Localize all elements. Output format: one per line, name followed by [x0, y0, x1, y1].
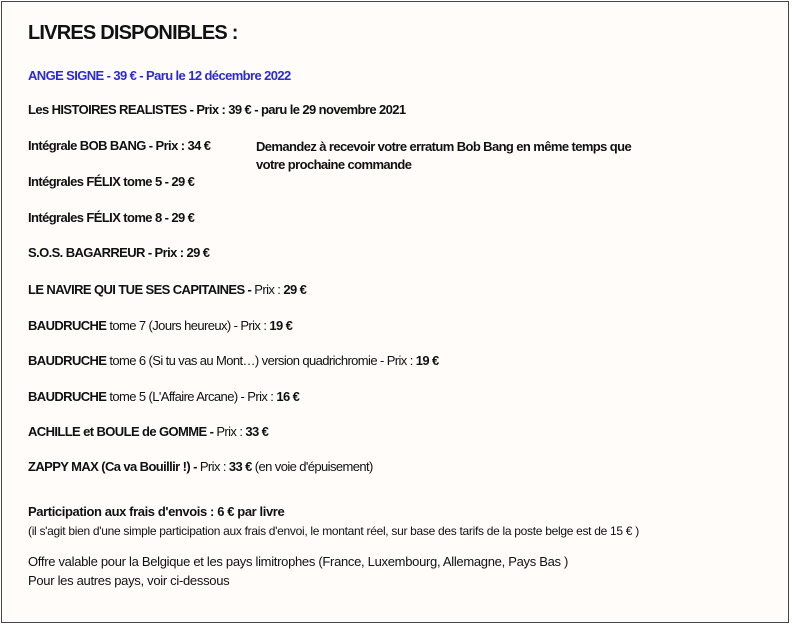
- book-title: LE NAVIRE QUI TUE SES CAPITAINES -: [28, 282, 255, 297]
- book-details: tome 5 (L'Affaire Arcane) - Prix :: [106, 389, 277, 404]
- book-price-label: Prix :: [254, 282, 284, 297]
- shipping-detail: (il s'agit bien d'une simple participation aux frais d'envoi, le montant réel, sur base des tarifs de la poste belge est de 15 € ): [28, 524, 639, 538]
- book-price: 33 €: [228, 459, 252, 474]
- book-sos-bagarreur: S.O.S. BAGARREUR - Prix : 29 €: [28, 245, 210, 260]
- book-title: ZAPPY MAX (Ca va Bouillir !) -: [28, 459, 200, 474]
- book-achille-boule-gomme: [28, 424, 268, 439]
- document-frame: [1, 1, 789, 623]
- book-integrale-bob-bang: Intégrale BOB BANG - Prix : 34 €: [28, 138, 211, 153]
- shipping-heading: Participation aux frais d'envois : 6 € par livre: [28, 504, 285, 519]
- bob-bang-note-line2: votre prochaine commande: [256, 157, 412, 172]
- book-ange-signe: ANGE SIGNE - 39 € - Paru le 12 décembre 2022: [28, 68, 291, 83]
- bob-bang-erratum-note: [256, 138, 631, 174]
- book-baudruche-tome7: [28, 318, 292, 333]
- book-felix-tome8: Intégrales FÉLIX tome 8 - 29 €: [28, 210, 195, 225]
- book-baudruche-tome6: [28, 353, 439, 368]
- book-title: BAUDRUCHE: [28, 389, 107, 404]
- book-availability: (en voie d'épuisement): [251, 459, 373, 474]
- book-navire-capitaines: [28, 282, 306, 297]
- book-histoires-realistes: Les HISTOIRES REALISTES - Prix : 39 € - paru le 29 novembre 2021: [28, 102, 406, 117]
- book-details: tome 6 (Si tu vas au Mont…) version quadrichromie - Prix :: [106, 353, 416, 368]
- book-price: 19 €: [269, 318, 293, 333]
- book-price: 29 €: [283, 282, 307, 297]
- book-baudruche-tome5: [28, 389, 299, 404]
- book-price-label: Prix :: [216, 424, 246, 439]
- page-title: LIVRES DISPONIBLES :: [28, 22, 238, 44]
- book-title: ACHILLE et BOULE de GOMME -: [28, 424, 217, 439]
- book-details: tome 7 (Jours heureux) - Prix :: [106, 318, 270, 333]
- book-price: 16 €: [276, 389, 300, 404]
- book-price-label: Prix :: [199, 459, 229, 474]
- offer-line1: Offre valable pour la Belgique et les pays limitrophes (France, Luxembourg, Allemagne, Pays Bas ): [28, 554, 569, 569]
- book-title: BAUDRUCHE: [28, 353, 107, 368]
- book-price: 19 €: [415, 353, 439, 368]
- book-felix-tome5: Intégrales FÉLIX tome 5 - 29 €: [28, 174, 195, 189]
- book-zappy-max: [28, 459, 373, 474]
- book-price: 33 €: [245, 424, 269, 439]
- book-title: BAUDRUCHE: [28, 318, 107, 333]
- offer-line2: Pour les autres pays, voir ci-dessous: [28, 573, 230, 588]
- bob-bang-note-line1: Demandez à recevoir votre erratum Bob Bang en même temps que: [256, 139, 632, 154]
